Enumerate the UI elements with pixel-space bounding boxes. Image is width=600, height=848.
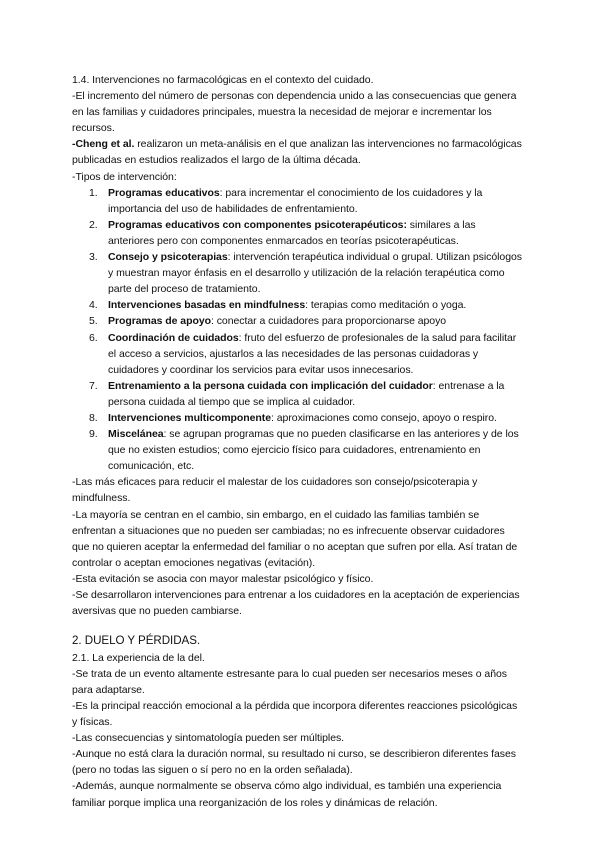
item-term: Intervenciones multicomponente <box>108 411 272 424</box>
paragraph-phases: -Aunque no está clara la duración normal, su resultado ni curso, se describieron diferentes fases (pero no todas las siguen o sí pero no en la orden señalada). <box>72 748 516 777</box>
item-term: Programas educativos <box>108 186 220 199</box>
cheng-text: realizaron un meta-análisis en el que analizan las intervenciones no farmacológicas publicadas en estudios realizados el largo de la última década. <box>72 138 522 167</box>
paragraph-avoidance: -Esta evitación se asocia con mayor malestar psicológico y físico. <box>72 572 374 585</box>
paragraph-change-focus: -La mayoría se centran en el cambio, sin embargo, en el cuidado las familias también se enfrentan a situaciones que no pueden ser cambiadas; no es infrecuente observar cuidadores que no quieren aceptar la enfermedad del familiar o no aceptan que sufren por ella. Así tratan de controlar o aceptan emociones negativas (evitación). <box>72 508 518 569</box>
item-term: Intervenciones basadas en mindfulness <box>108 299 306 312</box>
item-description: : conectar a cuidadores para proporcionarse apoyo <box>210 315 447 328</box>
item-number: 1. <box>89 186 98 199</box>
list-item <box>89 185 524 217</box>
list-item <box>89 313 524 329</box>
paragraph-dependency: -El incremento del número de personas con dependencia unido a las consecuencias que genera en las familias y cuidadores principales, muestra la necesidad de mejorar e incrementar los recursos. <box>72 90 517 135</box>
item-description: : fruto del esfuerzo de profesionales de la salud para facilitar el acceso a servicios, ajustarlos a las necesidades de las personas cuidadoras y cuidadores y coordinar los servicios para evitar usos innecesarios. <box>108 331 517 376</box>
item-number: 4. <box>89 299 98 312</box>
item-description: : entrenase a la persona cuidada al tiempo que se implica al cuidador. <box>108 379 505 408</box>
item-term: Entrenamiento a la persona cuidada con implicación del cuidador <box>108 379 433 392</box>
list-item <box>89 249 524 297</box>
intervention-list <box>72 185 524 475</box>
section-title: 1.4. Intervenciones no farmacológicas en el contexto del cuidado. <box>72 74 374 86</box>
item-description: : aproximaciones como consejo, apoyo o respiro. <box>271 411 497 424</box>
item-number: 2. <box>89 218 98 231</box>
list-item <box>89 378 524 410</box>
paragraph-acceptance-training: -Se desarrollaron intervenciones para entrenar a los cuidadores en la aceptación de experiencias aversivas que no pueden cambiarse. <box>72 589 520 618</box>
subsection-title: 2.1. La experiencia de la del. <box>72 651 205 664</box>
item-description: : para incrementar el conocimiento de los cuidadores y la importancia del uso de habilidades de enfrentamiento. <box>108 186 483 215</box>
list-item <box>89 217 524 249</box>
paragraph-emotional-reaction: -Es la principal reacción emocional a la pérdida que incorpora diferentes reacciones psicológicas y físicas. <box>72 699 518 729</box>
item-description: : intervención terapéutica individual o grupal. Utilizan psicólogos y muestran mayor énfasis en el desarrollo y utilización de la relación terapéutica como parte del proceso de tratamiento. <box>108 251 522 296</box>
item-number: 7. <box>89 379 98 392</box>
item-term: Coordinación de cuidados <box>108 331 239 344</box>
intervention-types-label: -Tipos de intervención: <box>72 170 177 183</box>
document-page <box>72 72 524 811</box>
item-term: Consejo y psicoterapias <box>108 251 228 264</box>
item-number: 6. <box>89 331 98 344</box>
section-heading-duelo: 2. DUELO Y PÉRDIDAS. <box>72 634 201 648</box>
item-term: Programas de apoyo <box>108 315 211 328</box>
item-term: Programas educativos con componentes psicoterapéuticos: <box>108 218 407 231</box>
paragraph-consequences: -Las consecuencias y sintomatología pueden ser múltiples. <box>72 732 345 745</box>
item-number: 3. <box>89 251 98 264</box>
item-number: 8. <box>89 411 98 424</box>
paragraph-family-experience: -Además, aunque normalmente se observa cómo algo individual, es también una experiencia familiar porque implica una reorganización de los roles y dinámicas de relación. <box>72 780 502 809</box>
list-item <box>89 426 524 474</box>
cheng-citation: -Cheng et al. <box>72 138 135 151</box>
list-item <box>89 410 524 426</box>
item-term: Miscelánea <box>108 428 164 441</box>
paragraph-cheng <box>72 136 524 168</box>
item-description: similares a las anteriores pero con componentes enmarcados en teorías psicoterapéuticas. <box>108 218 476 247</box>
item-description: : se agrupan programas que no pueden clasificarse en las anteriores y de los que no existen estudios; como ejercicio físico para cuidadores, entrenamiento en comunicación, etc. <box>108 428 519 473</box>
list-item <box>89 330 524 378</box>
paragraph-most-effective: -Las más eficaces para reducir el malestar de los cuidadores son consejo/psicoterapia y mindfulness. <box>72 476 478 505</box>
paragraph-stressful-event: -Se trata de un evento altamente estresante para lo cual pueden ser necesarios meses o años para adaptarse. <box>72 667 507 696</box>
list-item <box>89 297 524 313</box>
item-description: : terapias como meditación o yoga. <box>305 299 467 312</box>
item-number: 9. <box>89 428 98 441</box>
item-number: 5. <box>89 315 98 328</box>
